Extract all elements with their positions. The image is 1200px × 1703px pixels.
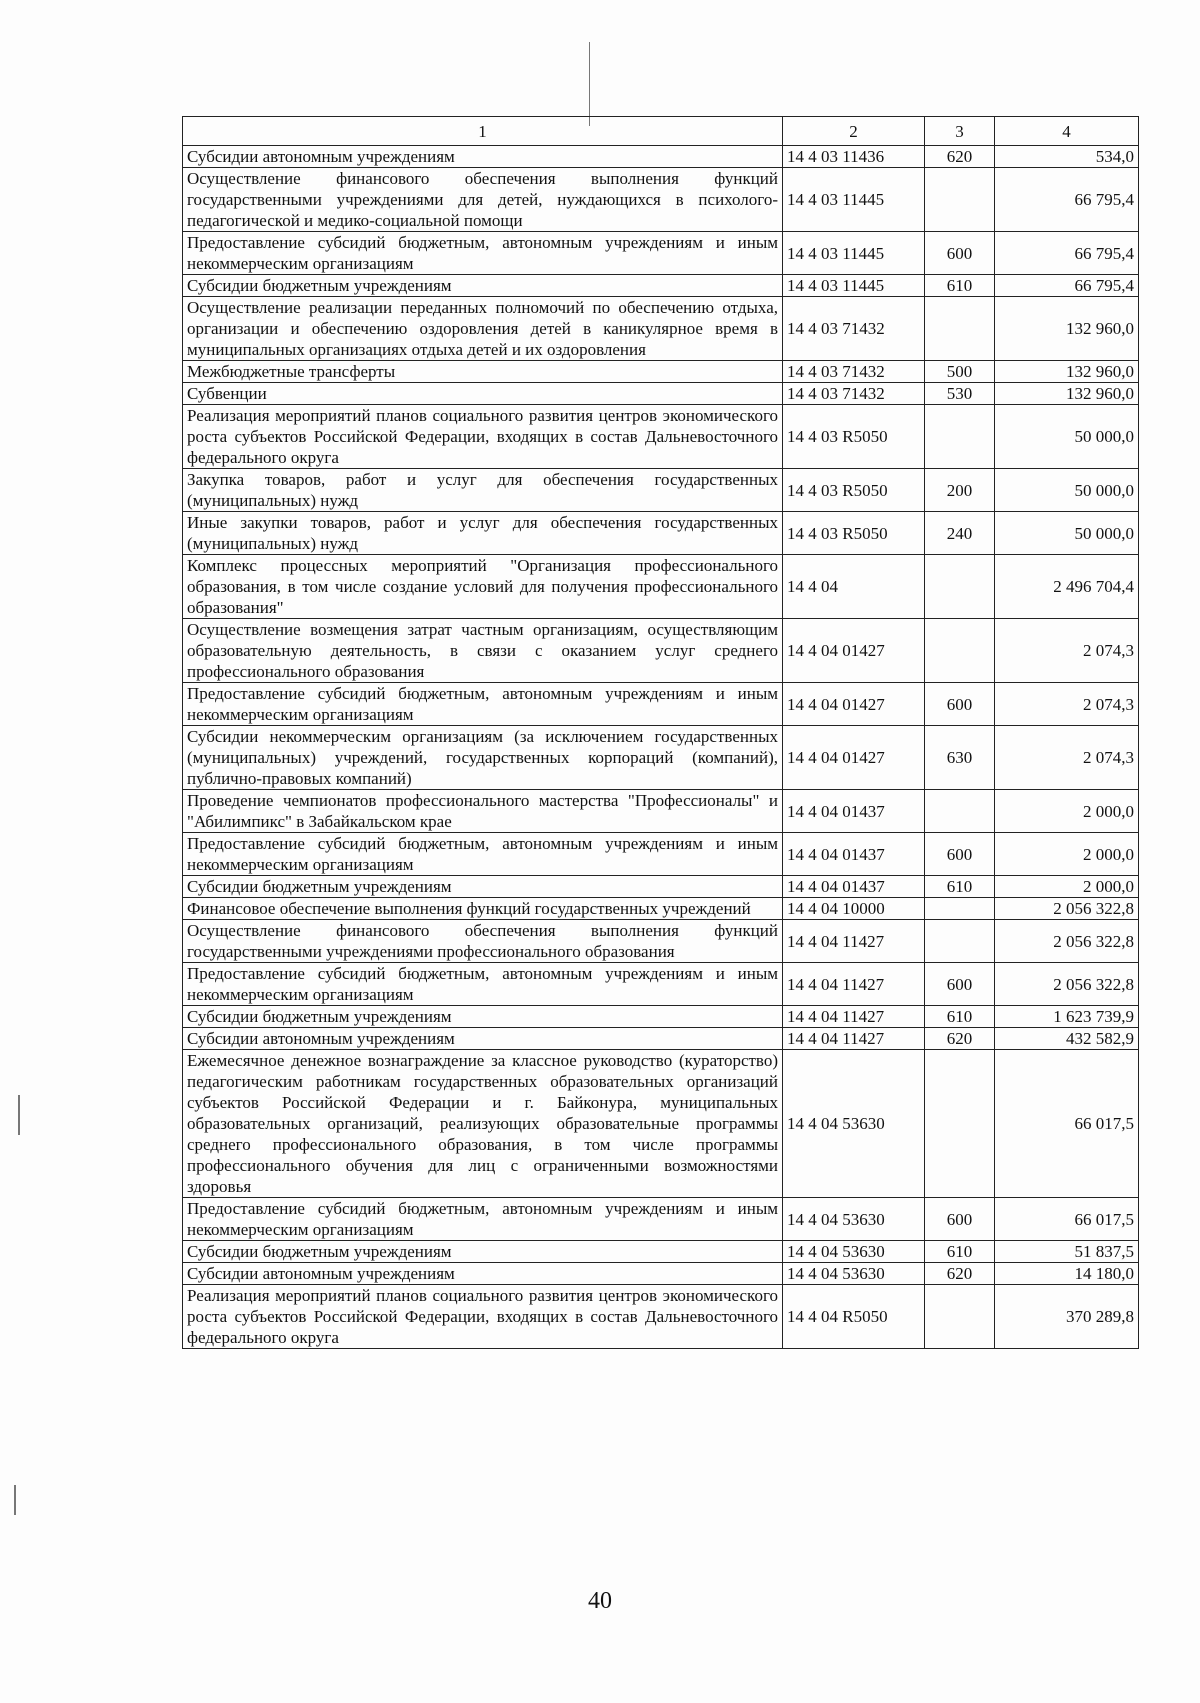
row-sum-cell: 66 795,4 bbox=[995, 275, 1139, 297]
row-sum-cell: 534,0 bbox=[995, 146, 1139, 168]
row-name-cell: Иные закупки товаров, работ и услуг для обеспечения государственных (муниципальных) нужд bbox=[183, 512, 783, 555]
row-code-cell: 14 4 03 11436 bbox=[783, 146, 925, 168]
column-header-2: 2 bbox=[783, 117, 925, 146]
row-name-cell: Предоставление субсидий бюджетным, автономным учреждениям и иным некоммерческим организациям bbox=[183, 963, 783, 1006]
column-header-1: 1 bbox=[183, 117, 783, 146]
row-type-cell: 600 bbox=[925, 232, 995, 275]
row-sum-cell: 14 180,0 bbox=[995, 1263, 1139, 1285]
row-name-cell: Предоставление субсидий бюджетным, автономным учреждениям и иным некоммерческим организациям bbox=[183, 1198, 783, 1241]
row-name-cell: Субсидии автономным учреждениям bbox=[183, 146, 783, 168]
row-sum-cell: 2 000,0 bbox=[995, 833, 1139, 876]
row-type-cell bbox=[925, 297, 995, 361]
row-sum-cell: 50 000,0 bbox=[995, 469, 1139, 512]
row-type-cell: 600 bbox=[925, 683, 995, 726]
table-row bbox=[183, 833, 1139, 876]
row-code-cell: 14 4 03 71432 bbox=[783, 361, 925, 383]
row-name-cell: Реализация мероприятий планов социального развития центров экономического роста субъектов Российской Федерации, входящих в состав Дальневосточного федерального округа bbox=[183, 1285, 783, 1349]
row-name-cell: Межбюджетные трансферты bbox=[183, 361, 783, 383]
row-name-cell: Субвенции bbox=[183, 383, 783, 405]
row-code-cell: 14 4 04 11427 bbox=[783, 1006, 925, 1028]
row-type-cell: 610 bbox=[925, 1006, 995, 1028]
row-type-cell: 620 bbox=[925, 146, 995, 168]
table-row bbox=[183, 1028, 1139, 1050]
row-code-cell: 14 4 04 01427 bbox=[783, 726, 925, 790]
scan-artifact-line bbox=[14, 1485, 16, 1515]
row-type-cell bbox=[925, 168, 995, 232]
row-name-cell: Субсидии бюджетным учреждениям bbox=[183, 275, 783, 297]
row-type-cell: 200 bbox=[925, 469, 995, 512]
row-type-cell: 610 bbox=[925, 275, 995, 297]
row-sum-cell: 432 582,9 bbox=[995, 1028, 1139, 1050]
row-code-cell: 14 4 03 11445 bbox=[783, 232, 925, 275]
table-row bbox=[183, 383, 1139, 405]
row-sum-cell: 51 837,5 bbox=[995, 1241, 1139, 1263]
row-sum-cell: 2 074,3 bbox=[995, 726, 1139, 790]
row-type-cell: 600 bbox=[925, 1198, 995, 1241]
column-header-3: 3 bbox=[925, 117, 995, 146]
row-sum-cell: 66 017,5 bbox=[995, 1050, 1139, 1198]
row-sum-cell: 66 017,5 bbox=[995, 1198, 1139, 1241]
page-number: 40 bbox=[588, 1588, 612, 1614]
row-code-cell: 14 4 04 10000 bbox=[783, 898, 925, 920]
scan-artifact-line bbox=[18, 1095, 20, 1135]
row-sum-cell: 50 000,0 bbox=[995, 405, 1139, 469]
table-row bbox=[183, 963, 1139, 1006]
row-name-cell: Финансовое обеспечение выполнения функций государственных учреждений bbox=[183, 898, 783, 920]
row-code-cell: 14 4 04 53630 bbox=[783, 1198, 925, 1241]
table-row bbox=[183, 361, 1139, 383]
row-name-cell: Комплекс процессных мероприятий "Организация профессионального образования, в том числе создание условий для получения профессионального образования" bbox=[183, 555, 783, 619]
table-row bbox=[183, 898, 1139, 920]
scan-artifact-line bbox=[589, 42, 590, 126]
table-row bbox=[183, 1263, 1139, 1285]
row-sum-cell: 132 960,0 bbox=[995, 383, 1139, 405]
row-code-cell: 14 4 03 R5050 bbox=[783, 512, 925, 555]
row-code-cell: 14 4 04 53630 bbox=[783, 1241, 925, 1263]
row-code-cell: 14 4 04 01437 bbox=[783, 833, 925, 876]
row-name-cell: Ежемесячное денежное вознаграждение за классное руководство (кураторство) педагогическим работникам государственных образовательных организаций субъектов Российской Федерации и г. Байконура, муниципальных образовательных организаций, реализующих образовательные программы среднего профессионального образования, в том числе программы профессионального обучения для лиц с ограниченными возможностями здоровья bbox=[183, 1050, 783, 1198]
row-sum-cell: 370 289,8 bbox=[995, 1285, 1139, 1349]
row-type-cell bbox=[925, 555, 995, 619]
row-sum-cell: 1 623 739,9 bbox=[995, 1006, 1139, 1028]
row-name-cell: Реализация мероприятий планов социального развития центров экономического роста субъектов Российской Федерации, входящих в состав Дальневосточного федерального округа bbox=[183, 405, 783, 469]
row-name-cell: Субсидии некоммерческим организациям (за исключением государственных (муниципальных) учреждений, государственных корпораций (компаний), публично-правовых компаний) bbox=[183, 726, 783, 790]
row-code-cell: 14 4 03 R5050 bbox=[783, 405, 925, 469]
row-type-cell bbox=[925, 1050, 995, 1198]
row-sum-cell: 132 960,0 bbox=[995, 361, 1139, 383]
row-type-cell: 530 bbox=[925, 383, 995, 405]
row-code-cell: 14 4 04 01427 bbox=[783, 619, 925, 683]
budget-table-body bbox=[183, 117, 1139, 1349]
row-type-cell bbox=[925, 405, 995, 469]
row-code-cell: 14 4 04 R5050 bbox=[783, 1285, 925, 1349]
row-name-cell: Осуществление финансового обеспечения выполнения функций государственными учреждениями для детей, нуждающихся в психолого-педагогической и медико-социальной помощи bbox=[183, 168, 783, 232]
row-name-cell: Предоставление субсидий бюджетным, автономным учреждениям и иным некоммерческим организациям bbox=[183, 833, 783, 876]
row-code-cell: 14 4 04 01437 bbox=[783, 876, 925, 898]
row-type-cell: 500 bbox=[925, 361, 995, 383]
row-name-cell: Предоставление субсидий бюджетным, автономным учреждениям и иным некоммерческим организациям bbox=[183, 232, 783, 275]
row-sum-cell: 50 000,0 bbox=[995, 512, 1139, 555]
row-type-cell bbox=[925, 920, 995, 963]
table-row bbox=[183, 232, 1139, 275]
table-row bbox=[183, 876, 1139, 898]
row-type-cell: 610 bbox=[925, 876, 995, 898]
row-type-cell: 630 bbox=[925, 726, 995, 790]
row-sum-cell: 2 074,3 bbox=[995, 619, 1139, 683]
budget-table bbox=[182, 116, 1139, 1349]
row-name-cell: Предоставление субсидий бюджетным, автономным учреждениям и иным некоммерческим организациям bbox=[183, 683, 783, 726]
table-row bbox=[183, 405, 1139, 469]
row-sum-cell: 2 056 322,8 bbox=[995, 963, 1139, 1006]
row-name-cell: Осуществление возмещения затрат частным организациям, осуществляющим образовательную деятельность, в связи с оказанием услуг среднего профессионального образования bbox=[183, 619, 783, 683]
table-row bbox=[183, 469, 1139, 512]
row-code-cell: 14 4 03 R5050 bbox=[783, 469, 925, 512]
row-code-cell: 14 4 04 01427 bbox=[783, 683, 925, 726]
table-row bbox=[183, 683, 1139, 726]
row-name-cell: Субсидии автономным учреждениям bbox=[183, 1263, 783, 1285]
table-row bbox=[183, 1198, 1139, 1241]
row-name-cell: Субсидии бюджетным учреждениям bbox=[183, 1006, 783, 1028]
row-code-cell: 14 4 04 01437 bbox=[783, 790, 925, 833]
column-header-4: 4 bbox=[995, 117, 1139, 146]
row-type-cell: 600 bbox=[925, 833, 995, 876]
row-code-cell: 14 4 04 11427 bbox=[783, 920, 925, 963]
table-row bbox=[183, 790, 1139, 833]
row-code-cell: 14 4 03 71432 bbox=[783, 383, 925, 405]
table-row bbox=[183, 619, 1139, 683]
row-sum-cell: 2 496 704,4 bbox=[995, 555, 1139, 619]
row-type-cell bbox=[925, 790, 995, 833]
table-row bbox=[183, 1050, 1139, 1198]
row-code-cell: 14 4 04 bbox=[783, 555, 925, 619]
table-row bbox=[183, 512, 1139, 555]
row-name-cell: Осуществление реализации переданных полномочий по обеспечению отдыха, организации и обеспечению оздоровления детей в каникулярное время в муниципальных организациях отдыха детей и их оздоровления bbox=[183, 297, 783, 361]
table-row bbox=[183, 1241, 1139, 1263]
row-name-cell: Закупка товаров, работ и услуг для обеспечения государственных (муниципальных) нужд bbox=[183, 469, 783, 512]
table-row bbox=[183, 920, 1139, 963]
row-type-cell bbox=[925, 619, 995, 683]
row-sum-cell: 2 056 322,8 bbox=[995, 920, 1139, 963]
row-name-cell: Субсидии автономным учреждениям bbox=[183, 1028, 783, 1050]
table-row bbox=[183, 275, 1139, 297]
row-type-cell bbox=[925, 1285, 995, 1349]
table-row bbox=[183, 1285, 1139, 1349]
row-sum-cell: 132 960,0 bbox=[995, 297, 1139, 361]
row-code-cell: 14 4 04 11427 bbox=[783, 1028, 925, 1050]
row-type-cell: 240 bbox=[925, 512, 995, 555]
table-row bbox=[183, 168, 1139, 232]
table-row bbox=[183, 1006, 1139, 1028]
row-type-cell: 620 bbox=[925, 1028, 995, 1050]
row-code-cell: 14 4 03 71432 bbox=[783, 297, 925, 361]
table-header-row bbox=[183, 117, 1139, 146]
table-row bbox=[183, 297, 1139, 361]
row-name-cell: Проведение чемпионатов профессионального мастерства "Профессионалы" и "Абилимпикс" в Забайкальском крае bbox=[183, 790, 783, 833]
row-sum-cell: 66 795,4 bbox=[995, 232, 1139, 275]
row-sum-cell: 2 000,0 bbox=[995, 790, 1139, 833]
row-code-cell: 14 4 04 53630 bbox=[783, 1263, 925, 1285]
row-sum-cell: 2 056 322,8 bbox=[995, 898, 1139, 920]
row-code-cell: 14 4 04 53630 bbox=[783, 1050, 925, 1198]
row-code-cell: 14 4 04 11427 bbox=[783, 963, 925, 1006]
row-code-cell: 14 4 03 11445 bbox=[783, 168, 925, 232]
table-row bbox=[183, 726, 1139, 790]
row-type-cell: 600 bbox=[925, 963, 995, 1006]
row-sum-cell: 2 074,3 bbox=[995, 683, 1139, 726]
row-name-cell: Субсидии бюджетным учреждениям bbox=[183, 876, 783, 898]
table-row bbox=[183, 146, 1139, 168]
row-name-cell: Субсидии бюджетным учреждениям bbox=[183, 1241, 783, 1263]
row-type-cell: 610 bbox=[925, 1241, 995, 1263]
row-code-cell: 14 4 03 11445 bbox=[783, 275, 925, 297]
row-name-cell: Осуществление финансового обеспечения выполнения функций государственными учреждениями профессионального образования bbox=[183, 920, 783, 963]
row-sum-cell: 66 795,4 bbox=[995, 168, 1139, 232]
table-row bbox=[183, 555, 1139, 619]
row-type-cell: 620 bbox=[925, 1263, 995, 1285]
row-sum-cell: 2 000,0 bbox=[995, 876, 1139, 898]
row-type-cell bbox=[925, 898, 995, 920]
